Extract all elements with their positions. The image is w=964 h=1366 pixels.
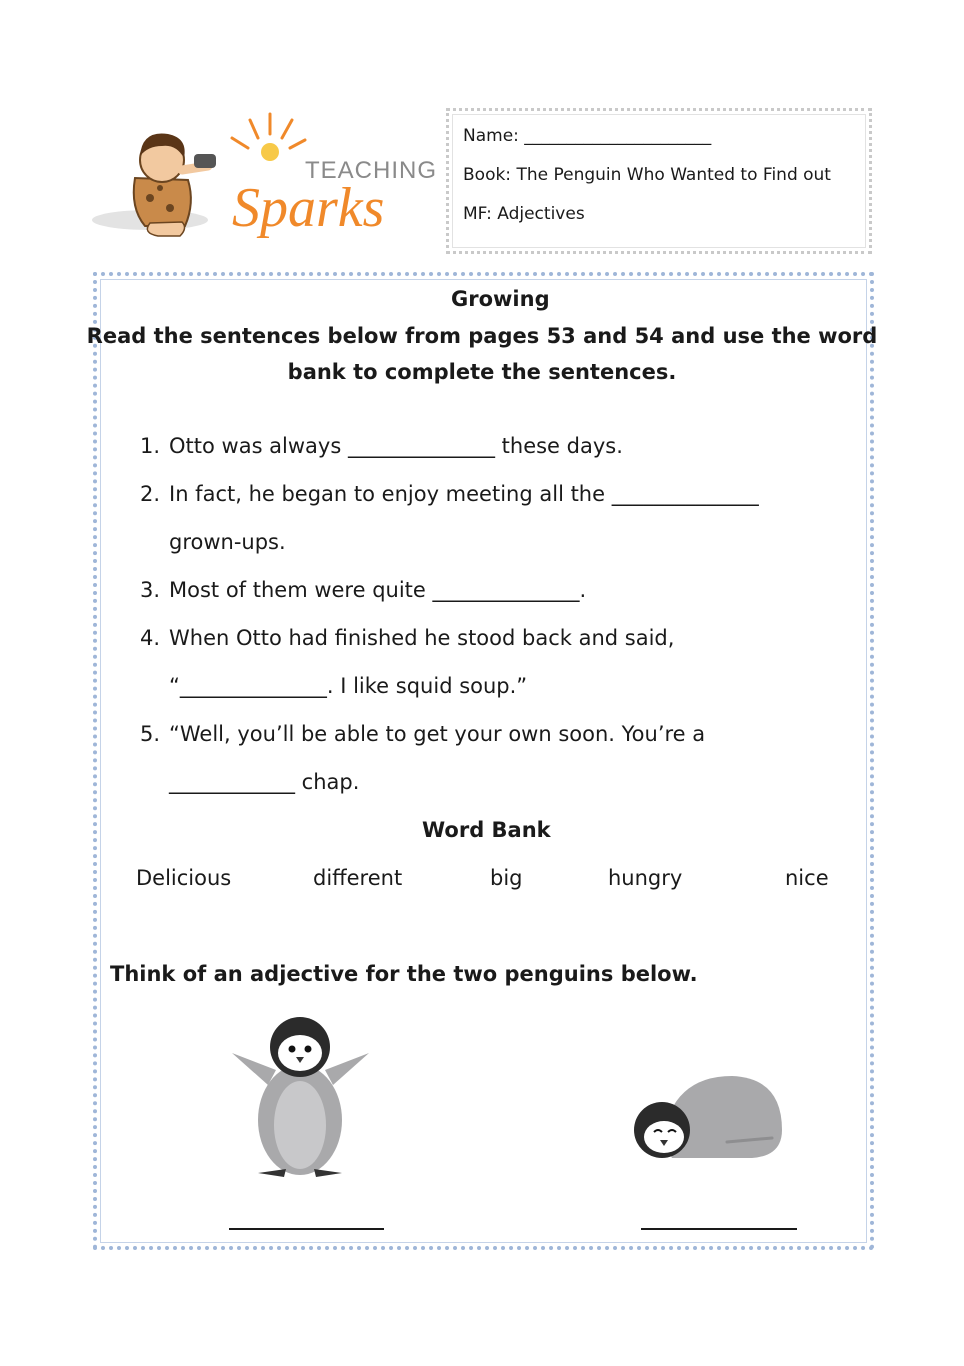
teaching-sparks-logo <box>90 108 435 248</box>
word-bank-title: Word Bank <box>422 818 551 842</box>
question-text-continued[interactable]: “______________. I like squid soup.” <box>169 674 528 698</box>
logo-text-teaching: TEACHING <box>305 157 435 184</box>
word-bank-item: Delicious <box>136 866 232 890</box>
question-number: 3. <box>139 578 160 602</box>
question-text-continued: grown-ups. <box>169 530 286 554</box>
question-text-continued[interactable]: ____________ chap. <box>169 770 360 794</box>
standing-penguin-icon <box>228 1015 373 1180</box>
name-field-label[interactable]: Name: ______________________ <box>463 126 712 146</box>
worksheet-title: Growing <box>451 287 550 311</box>
sleeping-penguin-icon <box>632 1070 784 1165</box>
word-bank-item: hungry <box>608 866 683 890</box>
question-text[interactable]: In fact, he began to enjoy meeting all the ______________ <box>169 482 759 506</box>
book-label: Book: The Penguin Who Wanted to Find out <box>463 165 831 185</box>
question-text[interactable]: Most of them were quite ______________. <box>169 578 587 602</box>
logo-text-sparks: Sparks <box>232 177 385 239</box>
question-number: 4. <box>139 626 160 650</box>
word-bank-item: different <box>313 866 403 890</box>
word-bank-item: big <box>490 866 523 890</box>
question-number: 1. <box>139 434 160 458</box>
mf-label: MF: Adjectives <box>463 204 585 224</box>
instruction-line-2: bank to complete the sentences. <box>287 360 677 384</box>
question-number: 2. <box>139 482 160 506</box>
caveman-mascot-icon <box>90 108 435 248</box>
question-number: 5. <box>139 722 160 746</box>
question-text: “Well, you’ll be able to get your own soon. You’re a <box>169 722 706 746</box>
penguin-2-answer-line[interactable] <box>641 1228 797 1230</box>
word-bank-item: nice <box>785 866 829 890</box>
question-text[interactable]: Otto was always ______________ these days. <box>169 434 623 458</box>
instruction-line-1: Read the sentences below from pages 53 and 54 and use the word <box>86 324 878 348</box>
penguin-1-answer-line[interactable] <box>229 1228 384 1230</box>
question-text: When Otto had finished he stood back and said, <box>169 626 675 650</box>
penguin-prompt: Think of an adjective for the two penguins below. <box>110 962 698 986</box>
student-info-box <box>446 108 872 254</box>
